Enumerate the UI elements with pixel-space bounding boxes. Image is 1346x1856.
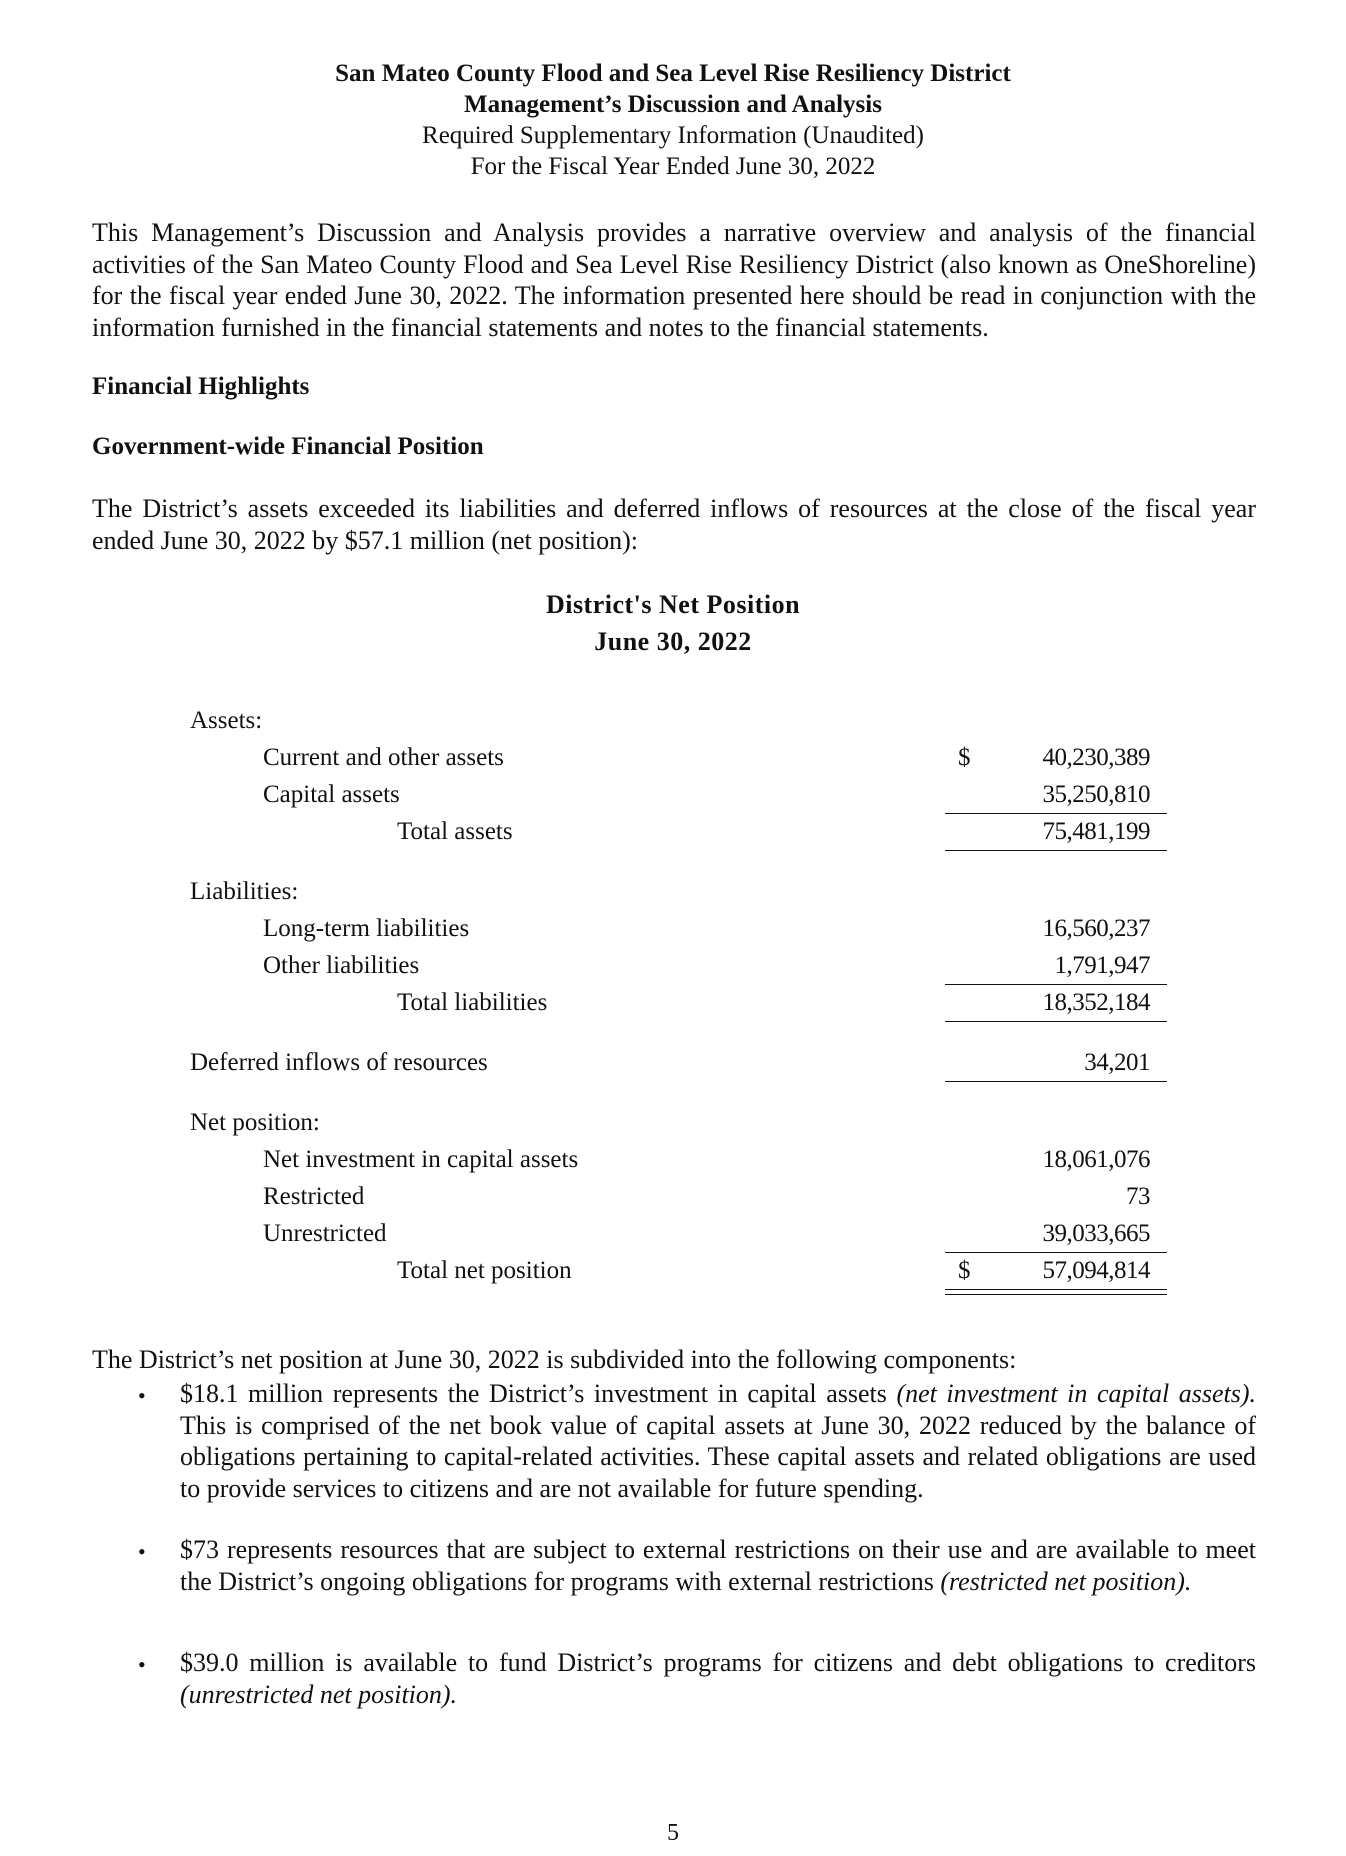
document-title: Management’s Discussion and Analysis (464, 91, 882, 118)
double-rule (945, 1294, 1167, 1295)
double-rule (945, 1289, 1167, 1290)
bullet-dot: • (138, 1539, 146, 1564)
total-assets-label: Total assets (397, 818, 513, 845)
page-number: 5 (667, 1820, 679, 1846)
intro-paragraph: This Management’s Discussion and Analysis provides a narrative overview and analysis of the financial activities of the San Mateo County Flood and Sea Level Rise Resiliency District (also known as OneShoreline) for the fiscal year ended June 30, 2022. The information presented here should be read in conjunction with the information furnished in the financial statements and notes to the financial statements. (92, 218, 1256, 342)
restricted-value: 73 (1126, 1183, 1150, 1210)
total-rule (945, 1081, 1167, 1082)
components-intro: The District’s net position at June 30, 2022 is subdivided into the following components: (92, 1345, 1017, 1374)
other-liabilities-label: Other liabilities (263, 952, 420, 979)
subtotal-rule (945, 1252, 1167, 1253)
total-rule (945, 850, 1167, 851)
net-position-paragraph: The District’s assets exceeded its liabilities and deferred inflows of resources at the close of the fiscal year ended June 30, 2022 by $57.1 million (net position): (92, 494, 1256, 555)
long-term-liabilities-label: Long-term liabilities (263, 915, 470, 942)
total-net-position-label: Total net position (397, 1257, 572, 1284)
assets-label: Assets: (190, 707, 263, 734)
org-name: San Mateo County Flood and Sea Level Rise Resiliency District (335, 60, 1011, 87)
capital-assets-label: Capital assets (263, 781, 400, 808)
fiscal-period: For the Fiscal Year Ended June 30, 2022 (470, 153, 876, 180)
table-date: June 30, 2022 (594, 627, 752, 656)
restricted-label: Restricted (263, 1183, 365, 1210)
long-term-liabilities-value: 16,560,237 (1042, 915, 1150, 942)
total-net-position-value: 57,094,814 (1042, 1257, 1150, 1284)
bullet-dot: • (138, 1383, 146, 1408)
capital-assets-value: 35,250,810 (1042, 781, 1150, 808)
total-assets-value: 75,481,199 (1042, 818, 1150, 845)
heading-financial-highlights: Financial Highlights (92, 373, 310, 400)
liabilities-label: Liabilities: (190, 878, 299, 905)
deferred-inflows-value: 34,201 (1084, 1049, 1150, 1076)
total-net-position-dollar: $ (958, 1257, 971, 1284)
net-investment-value: 18,061,076 (1042, 1146, 1150, 1173)
total-rule (945, 1021, 1167, 1022)
current-assets-label: Current and other assets (263, 744, 504, 771)
total-liabilities-label: Total liabilities (397, 989, 548, 1016)
table-title: District's Net Position (545, 590, 801, 619)
bullet-restricted: $73 represents resources that are subject to external restrictions on their use and are available to meet the District’s ongoing obligations for programs with external restrictions (restricted net position). (180, 1535, 1256, 1596)
subtotal-rule (945, 813, 1167, 814)
unrestricted-value: 39,033,665 (1042, 1220, 1150, 1247)
document-subtitle: Required Supplementary Information (Unaudited) (422, 122, 924, 149)
unrestricted-label: Unrestricted (263, 1220, 387, 1247)
total-liabilities-value: 18,352,184 (1042, 989, 1150, 1016)
deferred-inflows-label: Deferred inflows of resources (190, 1049, 488, 1076)
subtotal-rule (945, 984, 1167, 985)
bullet-unrestricted: $39.0 million is available to fund District’s programs for citizens and debt obligations to creditors (unrestricted net position). (180, 1648, 1256, 1709)
net-investment-label: Net investment in capital assets (263, 1146, 579, 1173)
net-position-label: Net position: (190, 1109, 320, 1136)
current-assets-value: 40,230,389 (1042, 744, 1150, 771)
current-assets-dollar: $ (958, 744, 971, 771)
other-liabilities-value: 1,791,947 (1054, 952, 1150, 979)
bullet-net-investment: $18.1 million represents the District’s investment in capital assets (net investment in capital assets). This is comprised of the net book value of capital assets at June 30, 2022 reduced by the balance of obligations pertaining to capital-related activities. These capital assets and related obligations are used to provide services to citizens and are not available for future spending. (180, 1379, 1257, 1503)
heading-government-wide: Government-wide Financial Position (92, 433, 484, 460)
bullet-dot: • (138, 1652, 146, 1677)
